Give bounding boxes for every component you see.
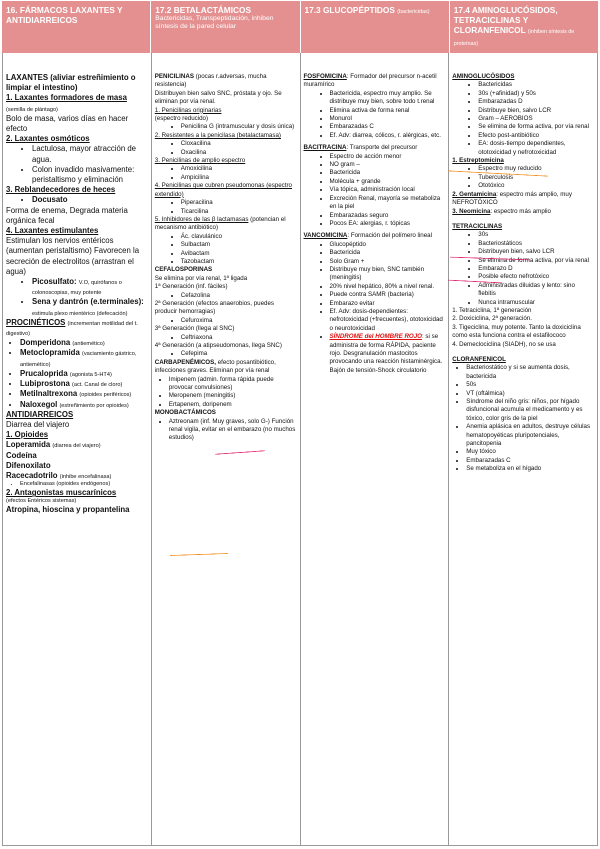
column-glucopeptidos	[301, 53, 450, 846]
list-item: • Se elimina de forma activa, por vía renal	[478, 123, 594, 131]
drug-note: (act. Canal de cloro)	[71, 382, 123, 389]
list-item: • Cefepima	[181, 350, 297, 358]
section-title: MONOBACTÁMICOS	[154, 409, 216, 417]
group-title: 3. Neomicina	[452, 207, 491, 215]
list-item: • Ceftriaxona	[181, 334, 297, 342]
list-item: • Ticarcilina	[181, 208, 297, 216]
columns	[2, 53, 598, 846]
section-text: Estimulan los nervios entéricos (aumentan peristaltismo) Favorecen la secreción de electrolitos (arrastran el agua)	[6, 236, 140, 276]
section-note: (semilla de plántago)	[6, 106, 58, 113]
section-text: Se elimina por vía renal, 1ª ligada	[154, 274, 248, 282]
list-item: • Distribuye bien, salvo LCR	[478, 107, 594, 115]
header-subtitle: Bactericidas, Transpeptidación, inhiben síntesis de la pared celular	[155, 15, 274, 30]
section-title: 3. Reblandecedores de heces	[6, 185, 116, 195]
numbered-item: 3. Tigeciclina, muy potente. Tanto la doxiciclina como esta funciona contra el estafilococo	[452, 323, 581, 340]
group-note: (potencian el mecanismo antibiótico)	[154, 215, 286, 232]
list-item	[20, 348, 148, 368]
list-item: • Posible efecto nefrotóxico	[478, 273, 594, 281]
section-title: 2. Antagonistas muscarínicos	[6, 488, 117, 498]
list-item: • Piperacilina	[181, 199, 297, 207]
list-item: • Embarazadas C	[466, 457, 594, 465]
section-text: : Formador del precursor n-acetil muramírico	[303, 73, 437, 89]
drug-name: Loperamida	[6, 440, 51, 450]
list-item: • Se elimina de forma activa, por vía renal	[478, 257, 594, 265]
list-item: • Meropenem (meningitis)	[169, 392, 297, 400]
section-text: Forma de enema, Degrada materia orgánica fecal	[6, 205, 128, 225]
list-item: • Avibactam	[181, 250, 297, 258]
drug-line	[6, 440, 148, 450]
group-title: 1. Estreptomicina	[452, 157, 504, 165]
section-text: : Transporte del precursor	[346, 144, 418, 152]
list-item: • Se metaboliza en el hígado	[466, 465, 594, 473]
list-item	[330, 333, 446, 375]
section-title: PROCINÉTICOS	[6, 317, 66, 327]
list-item: • Anemia aplásica en adultos, destruye células hematopoyéticas pluripotenciales, pancitopenia	[466, 423, 594, 448]
group-title: 3ª Generación (llega al SNC)	[154, 325, 235, 333]
section-text: Bolo de masa, varios días en hacer efecto	[6, 113, 129, 134]
list-item: • Encefalinasas (opioides endógenos)	[20, 481, 148, 488]
list-item: • Tuberculosis	[478, 174, 594, 182]
section-title: CARBAPENÉMICOS,	[154, 358, 216, 366]
numbered-item: 4. Demeclociclina (SIADH), no se usa	[452, 340, 556, 348]
list-item: • Bactericida	[330, 169, 446, 177]
list-item: • Distribuye muy bien, SNC también (meningitis)	[330, 266, 446, 283]
list-item: • Lactulosa, mayor atracción de agua.	[32, 144, 148, 164]
drug-note: estimula plexo mientérico (defecación)	[32, 310, 128, 317]
drug-note: V.O, quirófanos o colonoscopias, muy potente	[32, 280, 122, 297]
list-item: • Embarazadas C	[330, 123, 446, 131]
header-laxantes	[2, 1, 151, 53]
list-item: • EA: dosis-tiempo dependientes, ototoxicidad y nefrotoxicidad	[478, 140, 594, 157]
list-item: • Aztreonam (inf. Muy graves, solo G-) Función renal vigila, evitar en el embarazo (no muchos estudios)	[169, 418, 297, 443]
list-item: • Bacteriostático y si se aumenta dosis, bactericida	[466, 364, 594, 381]
list-item	[20, 400, 148, 410]
section-title: VANCOMICINA	[303, 232, 348, 240]
list-item: • VT (oftálmica)	[466, 390, 594, 398]
section-note: (aliviar estreñimiento o limpiar el intestino)	[6, 73, 136, 93]
drug-name: Naloxegol	[20, 399, 58, 409]
group-title: 5. Inhibidores de las β lactamasas	[154, 215, 249, 223]
column-betalactamicos	[152, 53, 301, 846]
group-title: 4ª Generación (a atipseudomonas, llega SNC)	[154, 342, 282, 349]
list-item: • Ef. Adv: dosis-dependientes: nefrotoxicidad (+frecuentes), ototoxicidad o neurotoxicidad	[330, 308, 446, 333]
section-title: BACITRACINA	[303, 144, 347, 152]
list-item	[32, 277, 148, 297]
drug-name: Picosulfato:	[32, 277, 77, 287]
list-item: • Excreción Renal, mayoría se metaboliza en la piel	[330, 195, 446, 212]
section-text: : Formación del polímero lineal	[347, 232, 432, 240]
section-title: CLORANFENICOL	[452, 356, 506, 363]
list-item: • Cefuroxima	[181, 317, 297, 325]
group-title: 1ª Generación (inf. fáciles)	[154, 283, 228, 291]
list-item: • Bacteriostáticos	[478, 240, 594, 248]
summary-sheet	[2, 1, 598, 846]
numbered-item: 1. Tetraciclina, 1ª generación	[452, 306, 532, 314]
list-item: • Embarazadas D	[478, 98, 594, 106]
list-item: • Ototóxico	[478, 182, 594, 190]
group-text: : espectro más amplio, muy NEFROTÓXICO	[452, 190, 572, 207]
list-item	[20, 338, 148, 348]
list-item: • Monurol	[330, 115, 446, 123]
group-title: 2. Gentamicina	[452, 190, 497, 198]
list-item: • Pocos EA: alergias, r. tópicas	[330, 220, 446, 228]
list-item: • 30s (+afinidad) y 50s	[478, 90, 594, 98]
drug-name: Sena y dantrón (e.terminales):	[32, 297, 144, 307]
list-item: • Docusato	[32, 195, 148, 205]
list-item: • Embarazadas seguro	[330, 212, 446, 220]
section-title: ANTIDIARREICOS	[6, 409, 74, 419]
section-title: 1. Laxantes formadores de masa	[6, 93, 127, 103]
header-subtitle: (bactericidas)	[397, 9, 430, 15]
list-item: • Espectro muy reducido	[478, 165, 594, 173]
drug-line	[6, 471, 148, 481]
list-item: • Nunca intramuscular	[478, 299, 594, 307]
list-item: • Muy tóxico	[466, 448, 594, 456]
header-title: 17.4 AMINOGLUCÓSIDOS, TETRACICLINAS Y CLORANFENICOL	[453, 5, 558, 35]
list-item: • Ertapenem, doripenem	[169, 401, 297, 409]
header-row	[2, 1, 598, 53]
drug-name: Difenoxilato	[6, 460, 51, 470]
section-text: efecto posantibiótico, infecciones graves. Eliminan por vía renal	[154, 358, 276, 375]
section-title: PENICILINAS	[154, 73, 194, 80]
list-item: • Ác. clavulánico	[181, 233, 297, 241]
drug-name: Prucaloprida	[20, 368, 68, 378]
header-betalactamicos	[151, 1, 300, 53]
list-item: • Elimina activa de forma renal	[330, 107, 446, 115]
list-item: • Ef. Adv: diarrea, cólicos, r. alérgicas, etc.	[330, 132, 446, 140]
group-text: : espectro más amplio	[490, 207, 551, 215]
header-glucopeptidos	[301, 1, 450, 53]
list-item: • Solo Gram +	[330, 258, 446, 266]
list-item: • Bactericidas	[478, 81, 594, 89]
section-title: TETRACICLINAS	[452, 222, 503, 230]
list-item: • Efecto post-antibiótico	[478, 132, 594, 140]
list-item: • Amoxicilina	[181, 165, 297, 173]
list-item: • Bactericida, espectro muy amplio. Se distribuye muy bien, sobre todo t.renal	[330, 90, 446, 107]
drug-note: (opioides periféricos)	[79, 392, 132, 399]
list-item: • Embarazo evitar	[330, 300, 446, 308]
group-title: 4. Penicilinas que cubren pseudomonas (espectro extendido)	[154, 182, 292, 198]
list-item: • Molécula + grande	[330, 178, 446, 186]
section-note: (incrementan motilidad del t. digestivo)	[6, 320, 138, 338]
list-item: • Penicilina G (intramuscular y dosis única)	[181, 123, 297, 131]
drug-note: (vaciamiento gástrico, antiemético)	[20, 351, 137, 368]
section-title: 4. Laxantes estimulantes	[6, 226, 99, 236]
list-item: • Embarazo D	[478, 265, 594, 273]
drug-note: (inhibe encefalinasa)	[59, 473, 112, 480]
red-man-syndrome: SÍNDROME del HOMBRE ROJO	[329, 333, 422, 341]
list-item: • Administradas diluidas y lento: sino flebitis	[478, 282, 594, 299]
list-item: • Sulbactam	[181, 241, 297, 249]
list-item: • Gram – AEROBIOS	[478, 115, 594, 123]
section-title: LAXANTES	[6, 73, 49, 82]
drug-note: (diarrea del viajero)	[52, 443, 101, 450]
group-title: 3. Penicilinas de amplio espectro	[154, 157, 246, 165]
drug-name: Metoclopramida	[20, 348, 80, 358]
section-title: CEFALOSPORINAS	[154, 266, 213, 274]
group-title: 1. Penicilinas originarias	[154, 106, 222, 114]
header-aminoglucosidos	[450, 1, 598, 53]
column-laxantes	[2, 53, 152, 846]
list-item: • Imipenem (admin. forma rápida puede provocar convulsiones)	[169, 376, 297, 393]
list-item: • Espectro de acción menor	[330, 153, 446, 161]
list-item: • Oxacilina	[181, 149, 297, 157]
header-subtitle: (inhiben síntesis de proteínas)	[453, 29, 575, 47]
drug-name: Racecadotrilo	[6, 470, 58, 480]
list-item: • Vía tópica, administración local	[330, 186, 446, 194]
section-title: FOSFOMICINA	[303, 73, 347, 80]
header-title: 17.3 GLUCOPÉPTIDOS	[304, 5, 395, 15]
list-item: • Colon invadido masivamente: peristaltismo y eliminación	[32, 165, 148, 185]
list-item: • Cloxacilina	[181, 140, 297, 148]
section-text: Diarrea del viajero	[6, 419, 70, 429]
drug-name: Codeína	[6, 450, 37, 460]
section-title: 2. Laxantes osmóticos	[6, 134, 90, 144]
list-item: • 50s	[466, 381, 594, 389]
drug-name: Metilnaltrexona	[20, 389, 78, 399]
list-item	[20, 369, 148, 379]
drug-name: Domperidona	[20, 338, 71, 348]
list-item-text: : si se administra de forma RÁPIDA, paciente rojo. Desgranulación mastocitos provocando una reacción histaminérgica. Bajón de tensión-Shock circulatorio	[329, 333, 443, 374]
list-item	[20, 379, 148, 389]
list-item: • Bactericida	[330, 249, 446, 257]
drug-note: (agonista 5-HT4)	[69, 371, 112, 378]
list-item	[20, 389, 148, 399]
section-text: Atropina, hioscina y propantelina	[6, 505, 130, 515]
list-item: • Ampicilina	[181, 174, 297, 182]
group-title: 2. Resistentes a la penicilasa (betalactamasa)	[154, 131, 281, 139]
section-note: (efectos Entéricos sistemas)	[6, 498, 77, 505]
list-item: • Puede contra SAMR (bacteria)	[330, 291, 446, 299]
numbered-item: 2. Doxiciclina, 2ª generación.	[452, 315, 532, 323]
list-item: • Síndrome del niño gris: niños, por hígado disfuncional acumula el medicamento y es tóxico, color gris de la piel	[466, 398, 594, 423]
group-title: 2ª Generación (efectos anaerobios, puedes producir hemorragias)	[154, 299, 274, 316]
section-note: (pocas r.adversas, mucha resistencia)	[154, 73, 267, 89]
list-item	[32, 297, 148, 317]
list-item: • Glucopéptido	[330, 241, 446, 249]
section-title: AMINOGLUCÓSIDOS	[452, 73, 515, 80]
list-item: • NO gram –	[330, 161, 446, 169]
drug-name: Lubiprostona	[20, 379, 70, 389]
list-item: • Tazobactam	[181, 258, 297, 266]
list-item: • 20% nivel hepático, 80% a nivel renal.	[330, 283, 446, 291]
list-item: • Distribuyen bien, salvo LCR	[478, 248, 594, 256]
group-note: (espectro reducido)	[154, 115, 209, 123]
list-item: • 30s	[478, 231, 594, 239]
header-title: 16. FÁRMACOS LAXANTES Y ANTIDIARREICOS	[6, 5, 123, 25]
section-title: 1. Opioides	[6, 430, 49, 440]
header-title: 17.2 BETALACTÁMICOS	[155, 5, 251, 15]
section-text: Distribuyen bien salvo SNC, próstata y ojo. Se eliminan por vía renal.	[154, 89, 282, 106]
list-item: • Cefazolina	[181, 292, 297, 300]
drug-note: (antiemético)	[72, 341, 105, 348]
drug-note: (estreñimiento por opioides)	[59, 402, 129, 409]
